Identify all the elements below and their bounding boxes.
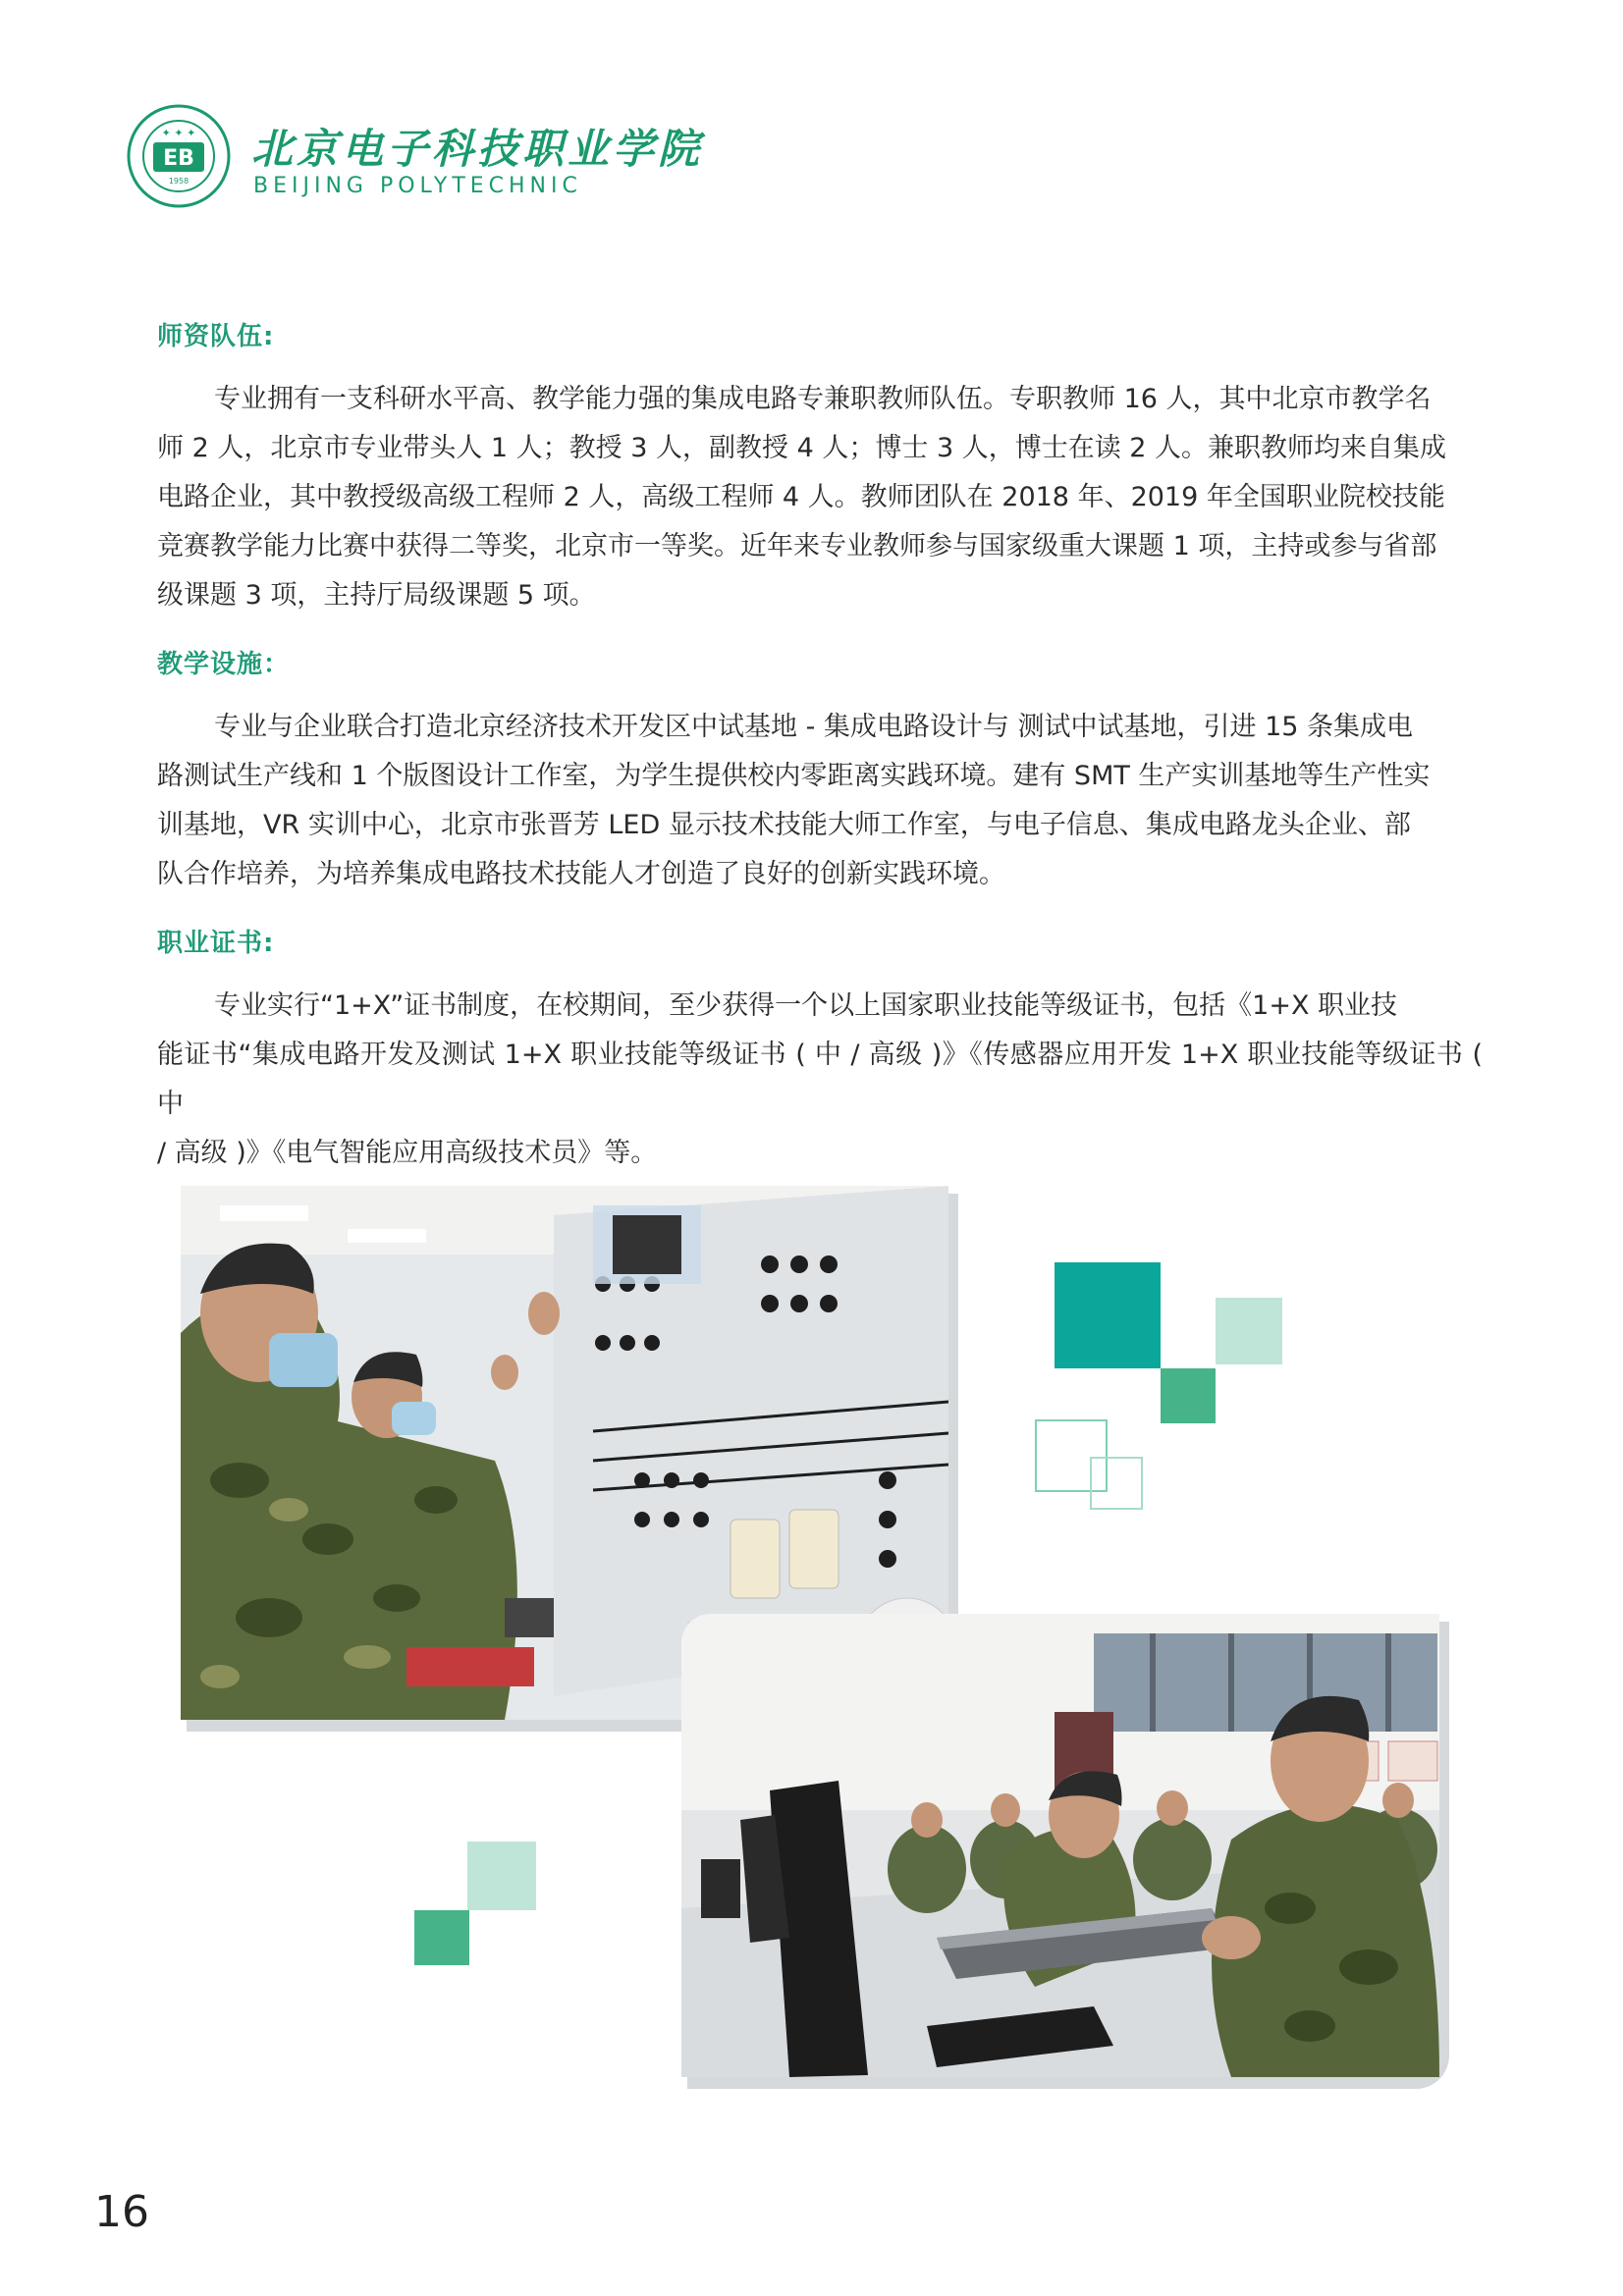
school-seal-icon [126, 103, 232, 209]
svg-text:✦ ✦ ✦: ✦ ✦ ✦ [161, 127, 196, 139]
photo-computer-lab [681, 1614, 1439, 2077]
section-heading-certificates: 职业证书: [157, 929, 275, 958]
decor-square-mint [467, 1842, 536, 1910]
section-body-faculty: 专业拥有一支科研水平高、教学能力强的集成电路专兼职教师队伍。专职教师 16 人，其中北京市教学名 师 2 人，北京市专业带头人 1 人；教授 3 人，副教授 4 人；博士 3 人，博士在读 2 人。兼职教师均来自集成 电路企业，其中教授级高级工程师 2 人，高级工程师 4 人。教师团队在 2018 年、2019 年全国职业院校技能 竞赛教学能力比赛中获得二等奖，北京市一等奖。近年来专业教师参与国家级重大课题 1 项，主持或参与省部 级课题 3 项，主持厅局级课题 5 项。 [157, 384, 1447, 611]
school-name-cn: 北京电子科技职业学院 [251, 125, 704, 173]
decor-square-mint [1216, 1298, 1282, 1364]
school-logo [126, 103, 704, 211]
decor-square-teal [1055, 1262, 1161, 1368]
decor-square-outline [1090, 1457, 1143, 1510]
page-number: 16 [94, 2187, 149, 2237]
decor-square-green [414, 1910, 469, 1965]
school-name-en: BEIJING POLYTECHNIC [253, 174, 582, 198]
svg-text:1958: 1958 [168, 177, 189, 186]
section-heading-faculty: 师资队伍: [157, 322, 275, 351]
svg-text:EB: EB [163, 146, 194, 171]
section-body-facilities: 专业与企业联合打造北京经济技术开发区中试基地 - 集成电路设计与 测试中试基地，引进 15 条集成电 路测试生产线和 1 个版图设计工作室，为学生提供校内零距离实践环境。建有 SMT 生产实训基地等生产性实 训基地，VR 实训中心，北京市张晋芳 LED 显示技术技能大师工作室，与电子信息、集成电路龙头企业、部 队合作培养，为培养集成电路技术技能人才创造了良好的创新实践环境。 [157, 712, 1431, 889]
decor-square-green [1161, 1368, 1216, 1423]
section-body-certificates: 专业实行“1+X”证书制度，在校期间，至少获得一个以上国家职业技能等级证书，包括《1+X 职业技 能证书“集成电路开发及测试 1+X 职业技能等级证书 ( 中 / 高级 )》《传感器应用开发 1+X 职业技能等级证书 ( 中 / 高级 )》《电气智能应用高级技术员》等。 [157, 990, 1483, 1168]
section-heading-facilities: 教学设施： [157, 650, 291, 679]
